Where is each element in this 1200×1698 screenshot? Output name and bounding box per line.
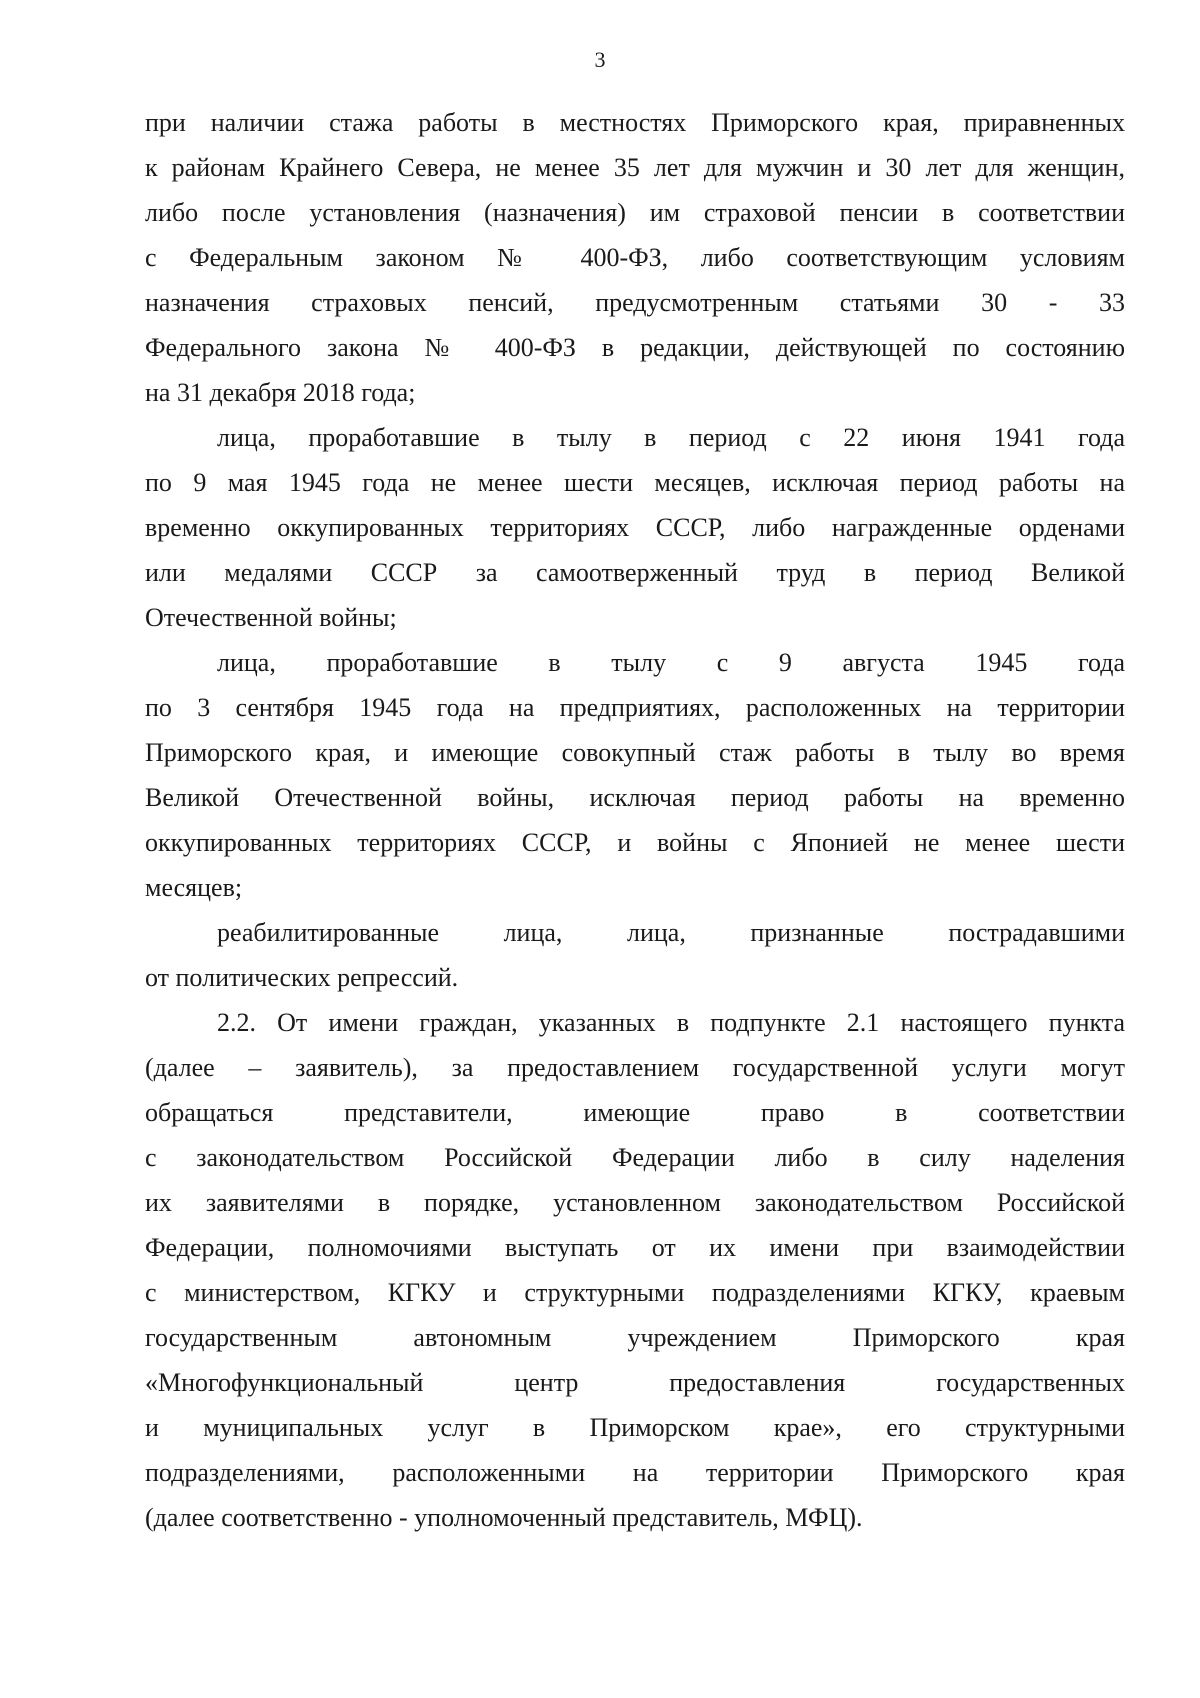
text-line: реабилитированные лица, лица, признанные пострадавшими (217, 918, 1125, 947)
text-line: лица, проработавшие в тылу с 9 августа 1945 года (217, 648, 1125, 677)
text-line: оккупированных территориях СССР, и войны с Японией не менее шести (145, 828, 1125, 857)
text-line: «Многофункциональный центр предоставления государственных (145, 1368, 1125, 1397)
text-line: обращаться представители, имеющие право в соответствии (145, 1098, 1125, 1127)
text-line: Федерального закона № 400-ФЗ в редакции, действующей по состоянию (145, 333, 1125, 362)
text-line: временно оккупированных территориях СССР, либо награжденные орденами (145, 513, 1125, 542)
text-line: лица, проработавшие в тылу в период с 22 июня 1941 года (217, 423, 1125, 452)
text-line: подразделениями, расположенными на территории Приморского края (145, 1458, 1125, 1487)
text-line: (далее – заявитель), за предоставлением государственной услуги могут (145, 1053, 1125, 1082)
text-line: с законодательством Российской Федерации либо в силу наделения (145, 1143, 1125, 1172)
page-number: 3 (594, 47, 606, 72)
text-line: с Федеральным законом № 400-ФЗ, либо соответствующим условиям (145, 243, 1125, 272)
text-line: Великой Отечественной войны, исключая период работы на временно (145, 783, 1125, 812)
text-line: или медалями СССР за самоотверженный труд в период Великой (145, 558, 1125, 587)
text-line: государственным автономным учреждением Приморского края (145, 1323, 1125, 1352)
text-line: назначения страховых пенсий, предусмотренным статьями 30 - 33 (145, 288, 1125, 317)
text-line: либо после установления (назначения) им страховой пенсии в соответствии (145, 198, 1125, 227)
text-line: по 9 мая 1945 года не менее шести месяцев, исключая период работы на (145, 468, 1125, 497)
text-line: Отечественной войны; (145, 603, 397, 632)
text-line: по 3 сентября 1945 года на предприятиях, расположенных на территории (145, 693, 1125, 722)
text-line: Приморского края, и имеющие совокупный стаж работы в тылу во время (145, 738, 1125, 767)
text-line: 2.2. От имени граждан, указанных в подпункте 2.1 настоящего пункта (217, 1008, 1125, 1037)
body-text (145, 100, 1125, 1540)
text-line: к районам Крайнего Севера, не менее 35 лет для мужчин и 30 лет для женщин, (145, 153, 1125, 182)
text-line: при наличии стажа работы в местностях Приморского края, приравненных (145, 108, 1125, 137)
text-line: и муниципальных услуг в Приморском крае», его структурными (145, 1413, 1125, 1442)
text-line: месяцев; (145, 873, 243, 902)
text-line: (далее соответственно - уполномоченный представитель, МФЦ). (145, 1503, 863, 1532)
text-line: от политических репрессий. (145, 963, 459, 992)
text-line: с министерством, КГКУ и структурными подразделениями КГКУ, краевым (145, 1278, 1125, 1307)
text-line: на 31 декабря 2018 года; (145, 378, 416, 407)
text-line: их заявителями в порядке, установленном законодательством Российской (145, 1188, 1125, 1217)
text-line: Федерации, полномочиями выступать от их имени при взаимодействии (145, 1233, 1125, 1262)
